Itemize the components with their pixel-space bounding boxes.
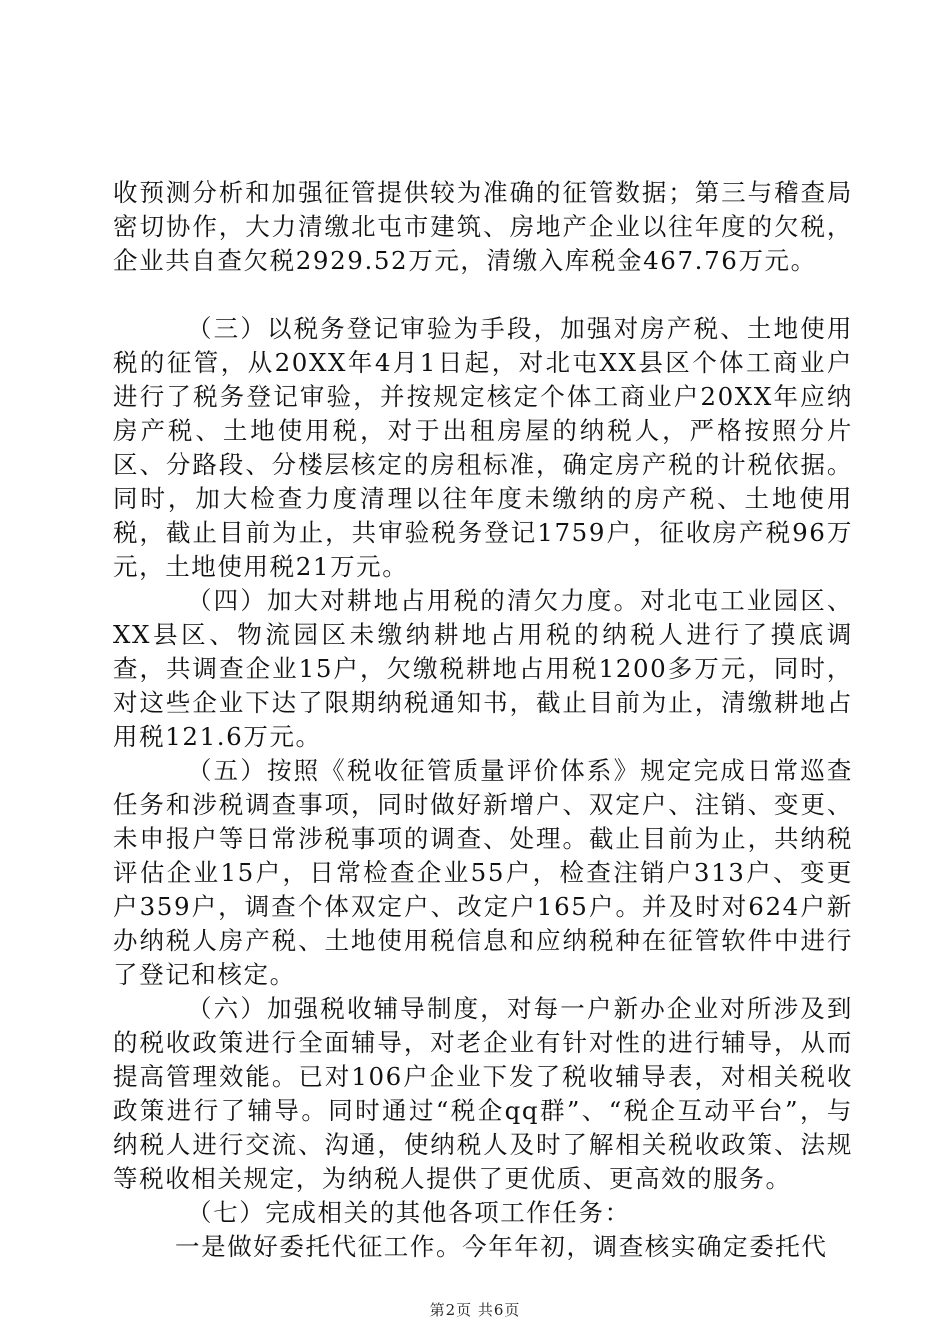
page-number-footer: 第2页 共6页 — [429, 1301, 521, 1319]
document-body — [113, 176, 853, 1264]
paragraph-2: （三）以税务登记审验为手段，加强对房产税、土地使用税的征管，从20XX年4月1日起，对北屯XX县区个体工商业户进行了税务登记审验，并按规定核定个体工商业户20XX年应纳房产税、土地使用税，对于出租房屋的纳税人，严格按照分片区、分路段、分楼层核定的房租标准，确定房产税的计税依据。同时，加大检查力度清理以往年度未缴纳的房产税、土地使用税，截止目前为止，共审验税务登记1759户，征收房产税96万元，土地使用税21万元。 — [113, 314, 853, 581]
paragraph-3: （四）加大对耕地占用税的清欠力度。对北屯工业园区、XX县区、物流园区未缴纳耕地占用税的纳税人进行了摸底调查，共调查企业15户，欠缴税耕地占用税1200多万元，同时，对这些企业下达了限期纳税通知书，截止目前为止，清缴耕地占用税121.6万元。 — [113, 586, 853, 751]
paragraph-6: （七）完成相关的其他各项工作任务： — [187, 1198, 631, 1227]
paragraph-7: 一是做好委托代征工作。今年年初，调查核实确定委托代 — [175, 1232, 828, 1261]
paragraph-5: （六）加强税收辅导制度，对每一户新办企业对所涉及到的税收政策进行全面辅导，对老企业有针对性的进行辅导，从而提高管理效能。已对106户企业下发了税收辅导表，对相关税收政策进行了辅导。同时通过“税企qq群”、“税企互动平台”，与纳税人进行交流、沟通，使纳税人及时了解相关税收政策、法规等税收相关规定，为纳税人提供了更优质、更高效的服务。 — [113, 994, 853, 1193]
paragraph-4: （五）按照《税收征管质量评价体系》规定完成日常巡查任务和涉税调查事项，同时做好新增户、双定户、注销、变更、未申报户等日常涉税事项的调查、处理。截止目前为止，共纳税评估企业15户，日常检查企业55户，检查注销户313户、变更户359户，调查个体双定户、改定户165户。并及时对624户新办纳税人房产税、土地使用税信息和应纳税种在征管软件中进行了登记和核定。 — [113, 756, 853, 989]
paragraph-1: 收预测分析和加强征管提供较为准确的征管数据；第三与稽查局密切协作，大力清缴北屯市建筑、房地产企业以往年度的欠税，企业共自查欠税2929.52万元，清缴入库税金467.76万元。 — [113, 178, 853, 275]
